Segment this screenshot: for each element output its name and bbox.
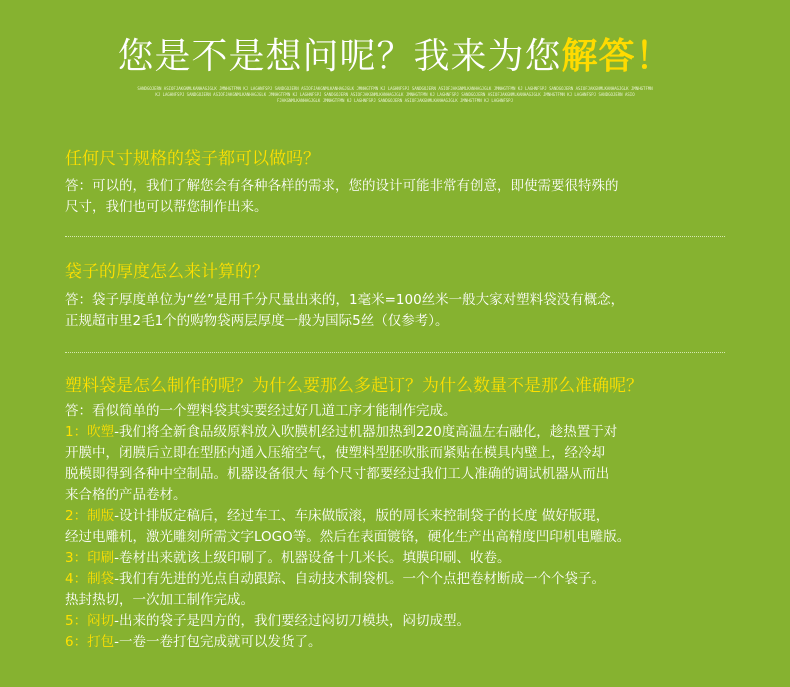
- title-highlight: 解答！: [561, 36, 673, 77]
- faq-question: 任何尺寸规格的袋子都可以做吗？: [65, 149, 320, 169]
- section-divider: [65, 236, 725, 237]
- step-name: 吹塑: [87, 424, 115, 440]
- step-number: 3：: [65, 550, 88, 566]
- step-name: 制版: [87, 508, 115, 524]
- process-step-bagmaking: [65, 569, 745, 611]
- page-title: [0, 32, 790, 82]
- faq-item-size: [65, 147, 745, 218]
- step-text: 来合格的产品卷材。: [65, 487, 187, 503]
- answer-line: 答：袋子厚度单位为“丝”是用千分尺量出来的，1毫米=100丝米一般大家对塑料袋没有概念，: [65, 292, 625, 308]
- answer-intro: 答：看似简单的一个塑料袋其实要经过好几道工序才能制作完成。: [65, 403, 457, 419]
- process-step-blow: [65, 422, 745, 506]
- faq-answer: [65, 401, 745, 653]
- step-number: 2：: [65, 508, 88, 524]
- filler-line: SANDGOJERN ASIOFJAKGNMLKANHAGJGLK JMNHGTFMN KJ LAGHNFSPJ SANDGOJERN ASIOFJAKGNMLKANHAGJGLK JMNHGTFMN KJ LAGHNFSPJ SANDGOJERN ASIOFJAKGNMLKANHAGJGLK JMNHGTFMN KJ LAGHNFSPJ SANDGOJERN ASIOFJAKGNMLKANHAGJGLK JMNHGTFMN: [137, 86, 653, 91]
- process-step-print: [65, 548, 745, 569]
- answer-line: 答：可以的，我们了解您会有各种各样的需求，您的设计可能非常有创意，即使需要很特殊的: [65, 178, 619, 194]
- step-text: -卷材出来就该上级印刷了。机器设备十几米长。填膜印刷、收卷。: [114, 550, 511, 566]
- step-number: 6：: [65, 634, 88, 650]
- step-text: -我们将全新食品级原料放入吹膜机经过机器加热到220度高温左右融化，趁热置于对: [114, 424, 618, 440]
- faq-item-process: [65, 374, 745, 653]
- answer-line: 正规超市里2毛1个的购物袋两层厚度一般为国际5丝（仅参考）。: [65, 313, 449, 329]
- step-text: -我们有先进的光点自动跟踪、自动技术制袋机。一个个点把卷材断成一个个袋子。: [114, 571, 605, 587]
- process-step-plate: [65, 506, 745, 548]
- faq-item-thickness: [65, 260, 745, 332]
- step-text: 经过电雕机，激光雕刻所需文字LOGO等。然后在表面镀铬，硬化生产出高精度凹印机电雕版。: [65, 529, 631, 545]
- filler-line: FJAKGNMLKANHAGJGLK JMNHGTFMN KJ LAGHNFSPJ SANDGOJERN ASIOFJAKGNMLKANHAGJGLK JMNHGTFMN KJ LAGHNFSPJ: [276, 98, 513, 103]
- faq-question: 塑料袋是怎么制作的呢？为什么要那么多起订？为什么数量不是那么准确呢？: [65, 376, 643, 396]
- step-name: 闷切: [87, 613, 115, 629]
- process-step-pack: [65, 632, 745, 653]
- filler-line: KJ LAGHNFSPJ SANDGOJERN ASIOFJAKGNMLKANHAGJGLK JMNHGTFMN KJ LAGHNFSPJ SANDGOJERN ASIOFJAKGNMLKANHAGJGLK JMNHGTFMN KJ LAGHNFSPJ SANDGOJERN ASIOFJAKGNMLKANHAGJGLK JMNHGTFMN KJ LAGHNFSPJ SANDGOJERN ASIO: [155, 92, 635, 97]
- page-header: [0, 32, 790, 82]
- title-prefix: 您是不是想问呢？我来为您: [117, 36, 562, 77]
- decorative-filler-text: [60, 86, 730, 104]
- step-text: 开膜中，闭膜后立即在型胚内通入压缩空气，使塑料型胚吹胀而紧贴在模具内壁上，经冷却: [65, 445, 605, 461]
- faq-question: 袋子的厚度怎么来计算的？: [65, 262, 269, 282]
- section-divider: [65, 352, 725, 353]
- step-name: 制袋: [87, 571, 115, 587]
- step-number: 1：: [65, 424, 88, 440]
- step-text: 脱模即得到各种中空制品。机器设备很大 每个尺寸都要经过我们工人准确的调试机器从而出: [65, 466, 610, 482]
- step-name: 印刷: [87, 550, 115, 566]
- faq-answer: [65, 176, 745, 218]
- step-text: -一卷一卷打包完成就可以发货了。: [114, 634, 322, 650]
- step-name: 打包: [87, 634, 115, 650]
- step-number: 4：: [65, 571, 88, 587]
- faq-answer: [65, 290, 745, 332]
- step-number: 5：: [65, 613, 88, 629]
- step-text: -设计排版定稿后，经过车工、车床做版滚，版的周长来控制袋子的长度 做好版琨，: [114, 508, 610, 524]
- step-text: -出来的袋子是四方的，我们要经过闷切刀模块，闷切成型。: [114, 613, 470, 629]
- process-step-diecut: [65, 611, 745, 632]
- answer-line: 尺寸，我们也可以帮您制作出来。: [65, 199, 268, 215]
- step-text: 热封热切，一次加工制作完成。: [65, 592, 254, 608]
